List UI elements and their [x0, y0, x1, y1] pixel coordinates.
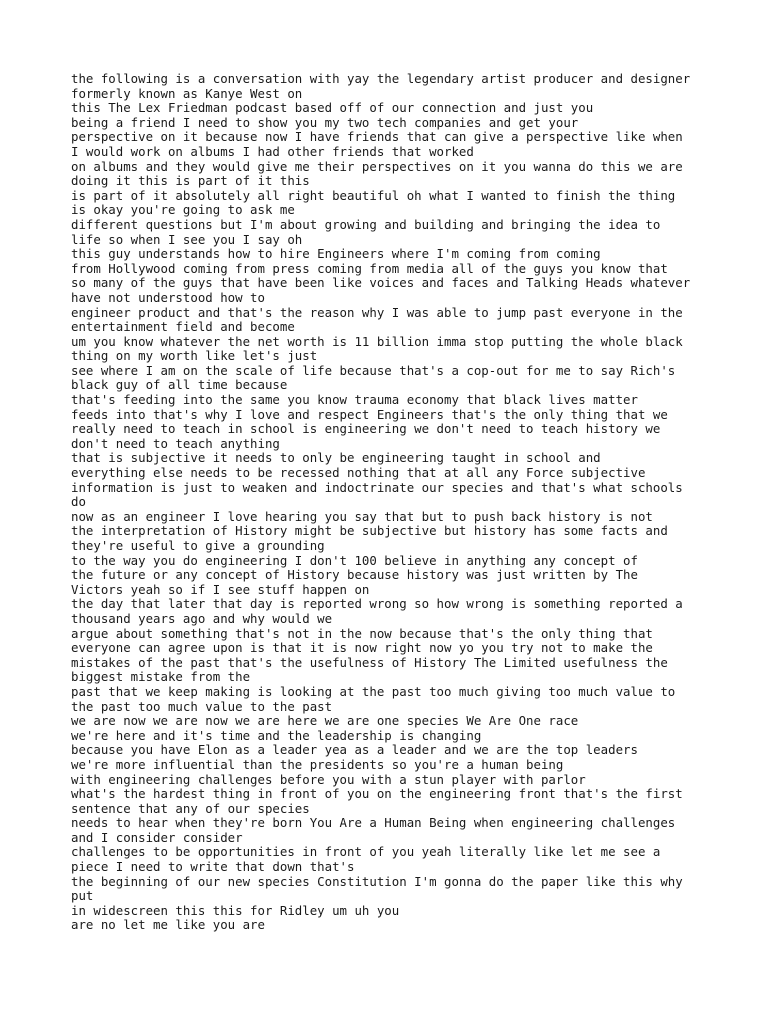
transcript-line: perspective on it because now I have friends that can give a perspective like when: [71, 129, 683, 145]
transcript-line: biggest mistake from the: [71, 669, 251, 685]
transcript-line: um you know whatever the net worth is 11 billion imma stop putting the whole black: [71, 333, 683, 349]
transcript-line: is okay you're going to ask me: [71, 202, 295, 218]
transcript-line: challenges to be opportunities in front of you yeah literally like let me see a: [71, 844, 661, 860]
transcript-line: put: [71, 888, 94, 904]
transcript-line: we're more influential than the presidents so you're a human being: [71, 756, 564, 772]
transcript-line: don't need to teach anything: [71, 435, 280, 451]
transcript-line: the day that later that day is reported wrong so how wrong is something reported a: [71, 596, 683, 612]
transcript-line: what's the hardest thing in front of you on the engineering front that's the first: [71, 786, 683, 802]
transcript-line: black guy of all time because: [71, 377, 288, 393]
transcript-line: on albums and they would give me their perspectives on it you wanna do this we are: [71, 158, 683, 174]
transcript-line: the following is a conversation with yay the legendary artist producer and designer: [71, 71, 691, 86]
transcript-line: have not understood how to: [71, 289, 265, 305]
transcript-line: feeds into that's why I love and respect Engineers that's the only thing that we: [71, 406, 668, 422]
transcript-line: the future or any concept of History because history was just written by The: [71, 567, 638, 583]
transcript-line: sentence that any of our species: [71, 800, 310, 816]
transcript-line: mistakes of the past that's the usefulness of History The Limited usefulness the: [71, 654, 668, 670]
transcript-line: thousand years ago and why would we: [71, 610, 333, 626]
transcript-line: now as an engineer I love hearing you say that but to push back history is not: [71, 508, 653, 524]
transcript-line: from Hollywood coming from press coming from media all of the guys you know that: [71, 260, 668, 276]
transcript-line: being a friend I need to show you my two tech companies and get your: [71, 114, 579, 130]
transcript-line: argue about something that's not in the now because that's the only thing that: [71, 625, 653, 641]
transcript-line: with engineering challenges before you with a stun player with parlor: [71, 771, 586, 787]
transcript-line: information is just to weaken and indoctrinate our species and that's what schools: [71, 479, 683, 495]
transcript-line: because you have Elon as a leader yea as a leader and we are the top leaders: [71, 742, 638, 758]
transcript-line: thing on my worth like let's just: [71, 348, 318, 364]
transcript-line: everything else needs to be recessed nothing that at all any Force subjective: [71, 465, 646, 481]
transcript-line: formerly known as Kanye West on: [71, 85, 303, 101]
transcript-line: really need to teach in school is engineering we don't need to teach history we: [71, 421, 661, 437]
transcript-line: needs to hear when they're born You Are a Human Being when engineering challenges: [71, 815, 676, 831]
transcript-line: I would work on albums I had other friends that worked: [71, 143, 474, 159]
transcript-line: Victors yeah so if I see stuff happen on: [71, 581, 370, 597]
transcript-line: is part of it absolutely all right beautiful oh what I wanted to finish the thing: [71, 187, 676, 203]
transcript-line: so many of the guys that have been like voices and faces and Talking Heads whatever: [71, 275, 691, 291]
transcript-line: engineer product and that's the reason why I was able to jump past everyone in the: [71, 304, 683, 320]
transcript-line: life so when I see you I say oh: [71, 231, 303, 247]
transcript-line: and I consider consider: [71, 829, 243, 845]
transcript-line: past that we keep making is looking at the past too much giving too much value to: [71, 683, 676, 699]
transcript-line: different questions but I'm about growing and building and bringing the idea to: [71, 216, 661, 232]
transcript-text: [71, 72, 761, 933]
transcript-line: they're useful to give a grounding: [71, 538, 325, 553]
transcript-line: that's feeding into the same you know trauma economy that black lives matter: [71, 392, 638, 408]
transcript-line: the beginning of our new species Constitution I'm gonna do the paper like this why: [71, 873, 683, 889]
transcript-line: the past too much value to the past: [71, 698, 333, 714]
transcript-line: are no let me like you are: [71, 917, 265, 933]
transcript-line: to the way you do engineering I don't 100 believe in anything any concept of: [71, 552, 638, 568]
transcript-line: doing it this is part of it this: [71, 173, 310, 189]
transcript-line: everyone can agree upon is that it is now right now yo you try not to make the: [71, 640, 653, 656]
transcript-line: we're here and it's time and the leadership is changing: [71, 727, 482, 743]
transcript-line: this The Lex Friedman podcast based off of our connection and just you: [71, 100, 594, 116]
transcript-line: the interpretation of History might be subjective but history has some facts and: [71, 523, 668, 539]
transcript-line: entertainment field and become: [71, 319, 295, 335]
transcript-line: piece I need to write that down that's: [71, 859, 355, 875]
transcript-line: do: [71, 494, 86, 510]
transcript-line: see where I am on the scale of life because that's a cop-out for me to say Rich's: [71, 362, 676, 378]
transcript-line: in widescreen this this for Ridley um uh you: [71, 902, 400, 918]
transcript-line: this guy understands how to hire Engineers where I'm coming from coming: [71, 246, 601, 262]
transcript-line: that is subjective it needs to only be engineering taught in school and: [71, 450, 601, 466]
transcript-line: we are now we are now we are here we are one species We Are One race: [71, 713, 579, 729]
